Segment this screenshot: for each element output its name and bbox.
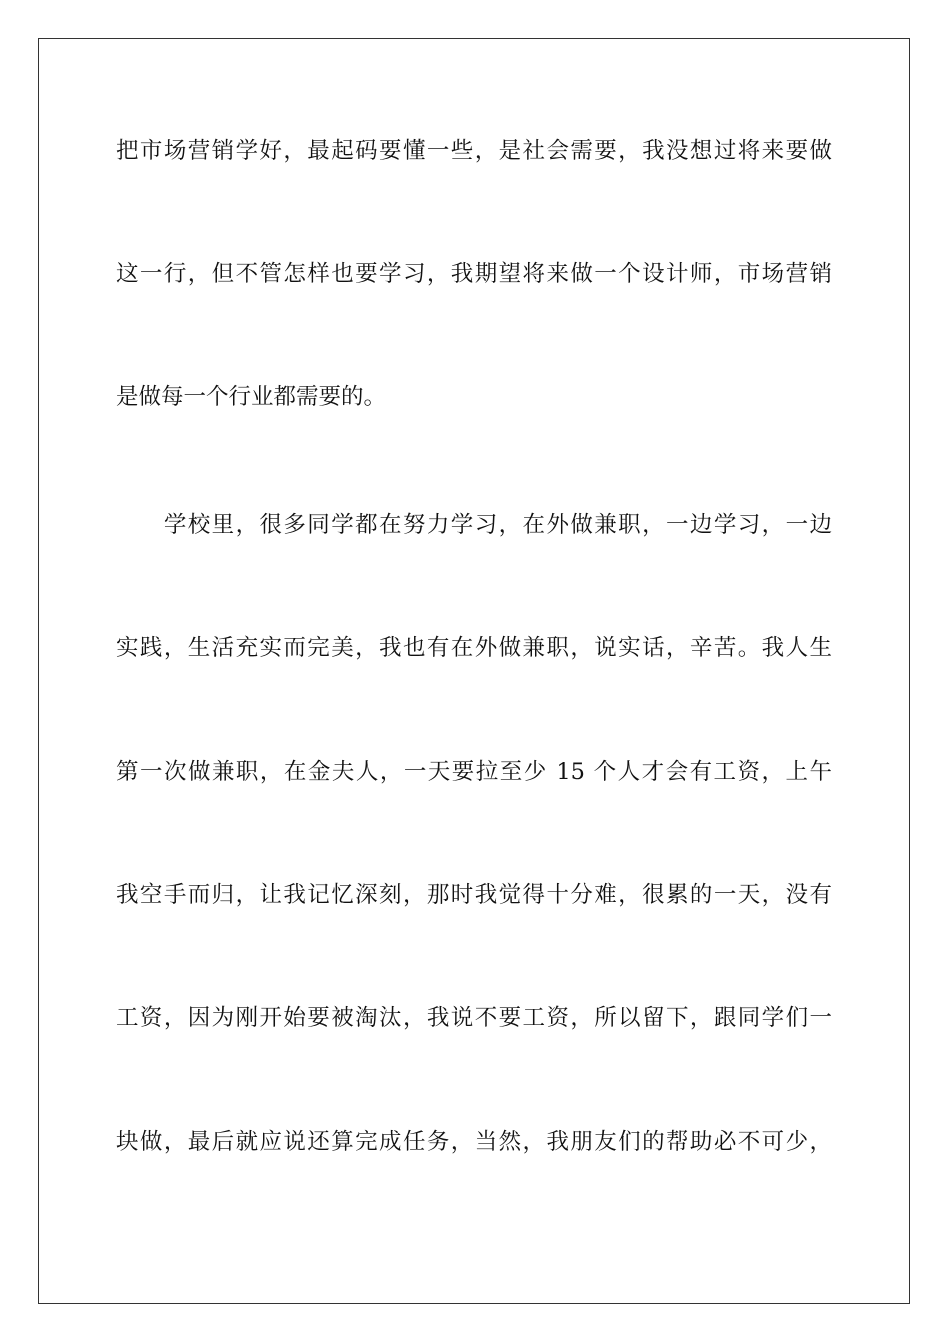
paragraph-line: 这一行，但不管怎样也要学习，我期望将来做一个设计师，市场营销 [116,261,832,287]
paragraph-line: 是做每一个行业都需要的。 [116,384,387,410]
paragraph-line: 我空手而归，让我记忆深刻，那时我觉得十分难，很累的一天，没有 [116,882,832,908]
page-frame [38,38,910,1304]
paragraph-line: 实践，生活充实而完美，我也有在外做兼职，说实话，辛苦。我人生 [116,635,832,661]
paragraph-line: 学校里，很多同学都在努力学习，在外做兼职，一边学习，一边 [116,512,832,538]
paragraph-line: 第一次做兼职，在金夫人，一天要拉至少 15 个人才会有工资，上午 [116,759,832,785]
paragraph-line: 工资，因为刚开始要被淘汰，我说不要工资，所以留下，跟同学们一 [116,1005,832,1031]
paragraph-line: 把市场营销学好，最起码要懂一些，是社会需要，我没想过将来要做 [116,138,832,164]
paragraph-line: 块做，最后就应说还算完成任务，当然，我朋友们的帮助必不可少， [116,1129,832,1155]
